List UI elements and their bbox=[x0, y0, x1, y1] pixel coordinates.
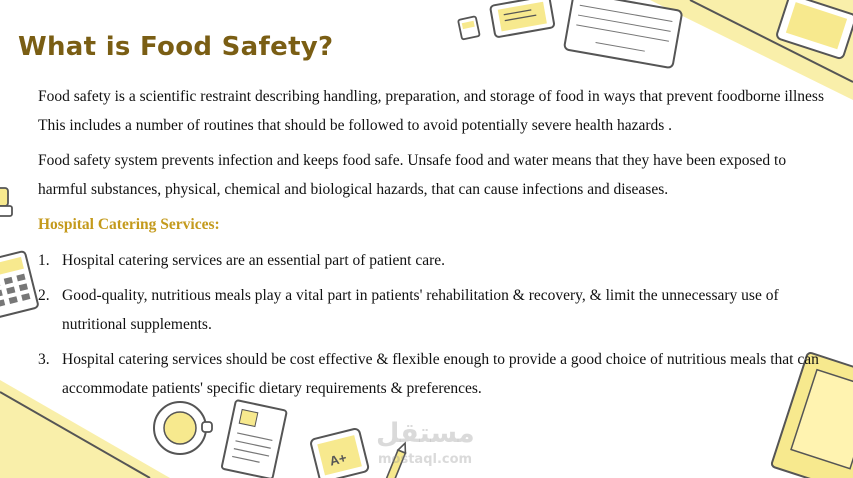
laptop-icon bbox=[564, 0, 682, 68]
watermark-latin: mostaql.com bbox=[378, 452, 473, 467]
paragraph-food-safety-system: Food safety system prevents infection and keeps food safe. Unsafe food and water means that they have been exposed to harmful substances, physical, chemical and biological hazards, that can cause infections and diseases. bbox=[38, 152, 787, 198]
cup-icon bbox=[458, 16, 480, 39]
coffee-cup-icon bbox=[154, 402, 212, 454]
page-title: What is Food Safety? bbox=[18, 32, 334, 62]
phone-icon bbox=[490, 0, 555, 38]
content-body bbox=[38, 82, 824, 409]
list-item bbox=[38, 345, 824, 403]
list-item-text: Hospital catering services are an essential part of patient care. bbox=[62, 252, 446, 269]
stamp-icon bbox=[0, 188, 12, 216]
grade-label: A+ bbox=[327, 449, 349, 469]
grade-tablet-icon bbox=[310, 428, 369, 478]
section-heading-hospital-catering: Hospital Catering Services: bbox=[38, 216, 220, 233]
list-item-text: Good-quality, nutritious meals play a vital part in patients' rehabilitation & recovery, & limit the unnecessary use of nutritional supplements. bbox=[62, 287, 779, 333]
calculator-icon bbox=[0, 251, 39, 318]
paragraph-food-safety-definition: Food safety is a scientific restraint describing handling, preparation, and storage of food in ways that prevent foodborne illness This includes a number of routines that should be followed to avoid potentially severe health hazards . bbox=[38, 88, 824, 134]
list-item-number: 1. bbox=[38, 252, 50, 269]
list-item-number: 3. bbox=[38, 351, 50, 368]
hospital-catering-list bbox=[38, 246, 824, 403]
list-item bbox=[38, 246, 824, 275]
list-item-number: 2. bbox=[38, 287, 50, 304]
document-icon bbox=[221, 400, 286, 478]
list-item-text: Hospital catering services should be cost effective & flexible enough to provide a good choice of nutritious meals that can accommodate patients' specific dietary requirements & preferences. bbox=[62, 351, 819, 397]
list-item bbox=[38, 281, 824, 339]
watermark-arabic: مستقل bbox=[376, 418, 475, 449]
